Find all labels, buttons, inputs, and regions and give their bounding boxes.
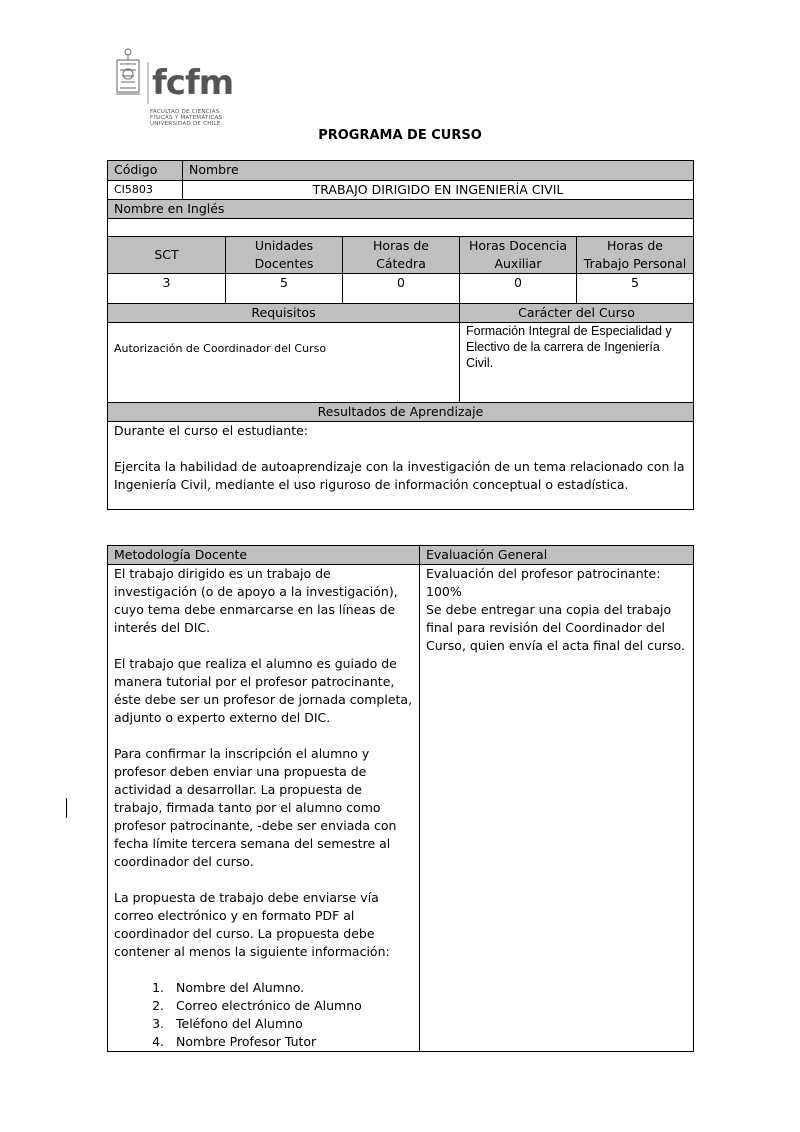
requisites-header: Requisitos [108, 304, 460, 323]
evaluation-body [420, 565, 694, 1052]
code-header: Código [108, 161, 183, 181]
methodology-paragraph: Para confirmar la inscripción el alumno y profesor deben enviar una propuesta de actividad a desarrollar. La propuesta de trabajo, firmada tanto por el alumno como profesor patrocinante, -debe ser enviada con fecha límite tercera semana del semestre al coordinador del curso. [114, 746, 397, 869]
name-header: Nombre [183, 161, 694, 181]
teaching-units-value: 5 [226, 274, 343, 304]
sct-value: 3 [108, 274, 226, 304]
methodology-header: Metodología Docente [108, 546, 420, 565]
evaluation-line: Evaluación del profesor patrocinante: 100% [426, 566, 661, 599]
methodology-body [108, 565, 420, 1052]
text-cursor [66, 798, 67, 818]
list-item: 1. Nombre del Alumno. [168, 979, 413, 997]
logo-caption: FACULTAD DE CIENCIAS FÍSICAS Y MATEMÁTICAS UNIVERSIDAD DE CHILE [150, 109, 223, 127]
auxiliary-hours-value: 0 [460, 274, 577, 304]
english-name-header: Nombre en Inglés [108, 200, 694, 219]
teaching-units-header: Unidades Docentes [226, 237, 343, 274]
sct-header: SCT [108, 237, 226, 274]
personal-work-hours-header: Horas de Trabajo Personal [577, 237, 694, 274]
course-name: TRABAJO DIRIGIDO EN INGENIERÍA CIVIL [183, 181, 694, 200]
list-item: 3. Teléfono del Alumno [168, 1015, 413, 1033]
learning-outcomes-header: Resultados de Aprendizaje [108, 403, 694, 422]
evaluation-header: Evaluación General [420, 546, 694, 565]
methodology-table [107, 545, 694, 1052]
svg-text:fcfm: fcfm [152, 63, 234, 103]
lecture-hours-value: 0 [343, 274, 460, 304]
auxiliary-hours-header: Horas Docencia Auxiliar [460, 237, 577, 274]
course-code: CI5803 [108, 181, 183, 200]
evaluation-line: Se debe entregar una copia del trabajo final para revisión del Coordinador del Curso, quien envía el acta final del curso. [426, 602, 685, 653]
methodology-paragraph: El trabajo que realiza el alumno es guiado de manera tutorial por el profesor patrocinante, éste debe ser un profesor de jornada completa, adjunto o experto externo del DIC. [114, 656, 413, 725]
lecture-hours-header: Horas de Cátedra [343, 237, 460, 274]
character-value: Formación Integral de Especialidad y Electivo de la carrera de Ingeniería Civil. [460, 323, 694, 403]
list-item: 4. Nombre Profesor Tutor [168, 1033, 413, 1051]
required-info-list [114, 979, 413, 1051]
character-header: Carácter del Curso [460, 304, 694, 323]
methodology-paragraph: El trabajo dirigido es un trabajo de investigación (o de apoyo a la investigación), cuyo tema debe enmarcarse en las líneas de interés del DIC. [114, 566, 398, 635]
list-item: 2. Correo electrónico de Alumno [168, 997, 413, 1015]
university-seal-icon [116, 49, 140, 94]
personal-work-hours-value: 5 [577, 274, 694, 304]
course-info-table [107, 160, 694, 510]
learning-outcomes-body [108, 422, 694, 510]
outcomes-intro: Durante el curso el estudiante: [114, 423, 308, 438]
requisites-value: Autorización de Coordinador del Curso [108, 323, 460, 403]
english-name-value [108, 219, 694, 237]
document-title: PROGRAMA DE CURSO [318, 128, 482, 143]
outcomes-text: Ejercita la habilidad de autoaprendizaje con la investigación de un tema relacionado con la Ingeniería Civil, mediante el uso riguroso de información conceptual o estadística. [114, 459, 685, 492]
methodology-paragraph: La propuesta de trabajo debe enviarse vía correo electrónico y en formato PDF al coordinador del curso. La propuesta debe contener al menos la siguiente información: [114, 890, 390, 959]
